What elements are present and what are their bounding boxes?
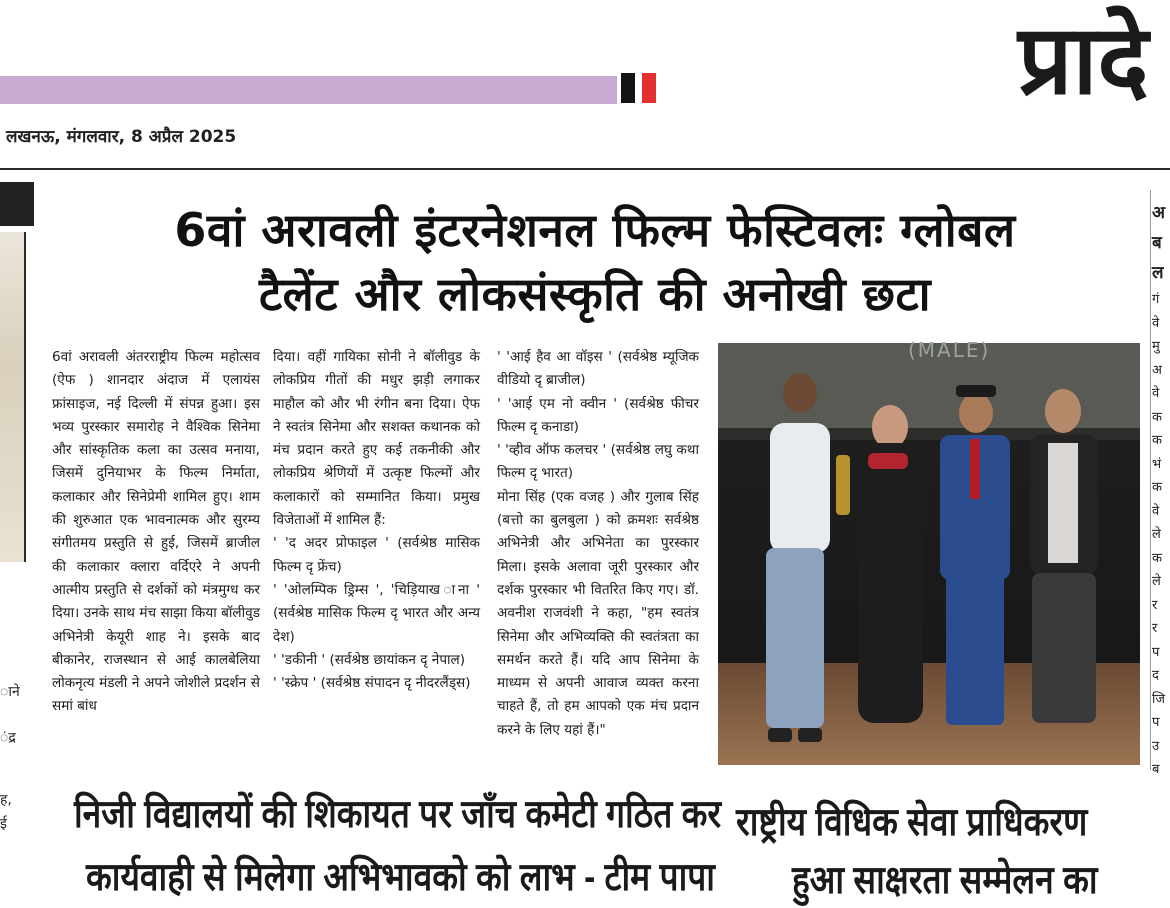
headline-line-1: 6वां अरावली इंटरनेशनल फिल्म फेस्टिवलः ग्लोबल — [174, 203, 1016, 257]
article-column-3 — [497, 346, 699, 742]
right-body-fragment: क — [1152, 409, 1162, 425]
article-paragraph: दिया। वहीं गायिका सोनी ने बॉलीवुड के लोकप्रिय गीतों की मधुर झड़ी लगाकर माहौल को और भी रंगीन बना दिया। ऐफ ने स्वतंत्र सिनेमा और सशक्त कथानक को मंच प्रदान करते हुए कई तकनीकी और लोकप्रिय श्रेणियों में उत्कृष्ट फिल्मों और कलाकारों को सम्मानित किया। प्रमुख विजेताओं में शामिल हैं: — [273, 349, 480, 529]
masthead-title: प्रादे — [1018, 3, 1149, 116]
right-body-fragment: प — [1152, 715, 1160, 730]
header-rule — [0, 168, 1170, 170]
right-body-fragment: वे — [1152, 503, 1160, 519]
award-entry: ' 'ओलम्पिक ड्रिम्स ', 'चिड़ियाख ाना ' (सर्वश्रेष्ठ मासिक फिल्म दृ भारत और अन्य देश) — [273, 581, 480, 645]
award-entry: ' 'व्हीव ऑफ कलचर ' (सर्वश्रेष्ठ लघु कथा फिल्म दृ भारत) — [497, 442, 699, 482]
right-body-fragment: ब — [1152, 762, 1160, 777]
right-body-fragment: ले — [1152, 574, 1161, 589]
right-head-fragment: ब — [1152, 233, 1162, 253]
article-headline — [40, 198, 1150, 326]
bottom-right-headline-line-1: राष्ट्रीय विधिक सेवा प्राधिकरण — [736, 801, 1088, 844]
right-body-fragment: वे — [1152, 386, 1160, 401]
award-entry: ' 'आई एम नो क्वीन ' (सर्वश्रेष्ठ फीचर फिल्म दृ कनाडा) — [497, 395, 699, 435]
right-body-fragment: र — [1152, 621, 1158, 636]
right-column-fragment — [1152, 198, 1170, 777]
article-column-2 — [273, 346, 480, 695]
left-fragment: ाने — [0, 684, 20, 700]
person-1 — [766, 373, 830, 742]
right-body-fragment: द — [1152, 668, 1159, 683]
right-body-fragment: भं — [1152, 456, 1162, 472]
right-body-fragment: अ — [1152, 362, 1162, 378]
photo-banner-text: (MALE) — [908, 338, 991, 362]
award-entry: ' 'स्क्रेप ' (सर्वश्रेष्ठ संपादन दृ नीदरलैंड्स) — [273, 675, 471, 692]
right-body-fragment: क — [1152, 480, 1162, 495]
right-body-fragment: प — [1152, 644, 1160, 660]
article-paragraph: 6वां अरावली अंतरराष्ट्रीय फिल्म महोत्सव (ऐफ ) शानदार अंदाज में एलायंस फ्रांसाइज, नई दिल्ली में संपन्न हुआ। इस भव्य पुरस्कार समारोह ने वैश्विक सिनेमा और सांस्कृतिक कला का उत्सव मनाया, जिसमें दुनियाभर के फिल्म निर्माता, कलाकार और सिनेप्रेमी शामिल हुए। शाम की शुरुआत एक भावनात्मक और सुरम्य संगीतमय प्रस्तुति से हुई, जिसमें ब्राजील की कलाकार क्लारा वर्दिएरे ने अपनी आत्मीय प्रस्तुति से दर्शकों को मंत्रमुग्ध कर दिया। उनके साथ मंच साझा किया बॉलीवुड अभिनेत्री केयूरी शाह ने। इसके बाद बीकानेर, राजस्थान से आई कालबेलिया लोकनृत्य मंडली ने अपने जोशीले प्रदर्शन से समां बांध — [52, 349, 260, 715]
article-paragraph: मोना सिंह (एक वजह ) और गुलाब सिंह (बत्तो का बुलबुला ) को क्रमशः सर्वश्रेष्ठ अभिनेत्री और अभिनेता का पुरस्कार मिला। इसके अलावा जूरी पुरस्कार और दर्शक पुरस्कार भी वितरित किए गए। डॉ. अवनीश राजवंशी ने कहा, "हम स्वतंत्र सिनेमा और अभिव्यक्ति की स्वतंत्रता का समर्थन करते हैं। यदि आप सिनेमा के माध्यम से अपनी आवाज व्यक्त करना चाहते हैं, तो हम आपको एक मंच प्रदान करने के लिए यहां हैं।" — [497, 488, 699, 738]
article-column-1 — [52, 346, 260, 719]
right-head-fragment: ल — [1152, 263, 1164, 283]
bottom-right-headline-line-2: हुआ साक्षरता सम्मेलन का — [792, 859, 1098, 902]
dateline: लखनऊ, मंगलवार, 8 अप्रैल 2025 — [6, 127, 237, 147]
right-body-fragment: वे — [1152, 315, 1160, 331]
bottom-left-headline-line-2: कार्यवाही से मिलेगा अभिभावको को लाभ - टीम पापा — [86, 856, 716, 899]
left-fragment: ंद्र — [0, 730, 16, 746]
award-entry: ' 'डकीनी ' (सर्वश्रेष्ठ छायांकन दृ नेपाल) — [273, 651, 466, 668]
right-body-fragment: ले — [1152, 527, 1161, 542]
headline-line-2: टैलेंट और लोकसंस्कृति की अनोखी छटा — [258, 267, 932, 321]
award-ceremony-photo — [718, 338, 1140, 765]
masthead-color-bar — [0, 76, 617, 104]
bottom-left-headline-line-1: निजी विद्यालयों की शिकायत पर जाँच कमेटी गठित कर — [74, 793, 722, 836]
right-body-fragment: जि — [1152, 691, 1166, 707]
column-rule — [1150, 190, 1151, 770]
right-head-fragment: अ — [1152, 203, 1165, 223]
right-body-fragment: क — [1152, 433, 1162, 448]
person-4 — [1030, 389, 1098, 723]
right-body-fragment: गं — [1152, 292, 1160, 307]
award-entry: ' 'आई हैव आ वॉइस ' (सर्वश्रेष्ठ म्यूजिक वीडियो दृ ब्राजील) — [497, 349, 699, 389]
right-body-fragment: उ — [1152, 738, 1160, 754]
masthead-black-block — [621, 73, 635, 103]
left-fragment: ई — [0, 816, 7, 832]
award-entry: ' 'द अदर प्रोफाइल ' (सर्वश्रेष्ठ मासिक फिल्म दृ फ्रेंच) — [273, 535, 480, 575]
left-column-heading-block — [0, 182, 34, 226]
person-3 — [940, 385, 1010, 725]
right-body-fragment: र — [1152, 597, 1158, 613]
left-fragment: ह, — [0, 792, 12, 808]
right-body-fragment: क — [1152, 550, 1162, 566]
masthead-red-block — [642, 73, 656, 103]
left-column-photo — [0, 232, 26, 562]
right-body-fragment: मु — [1152, 339, 1160, 354]
